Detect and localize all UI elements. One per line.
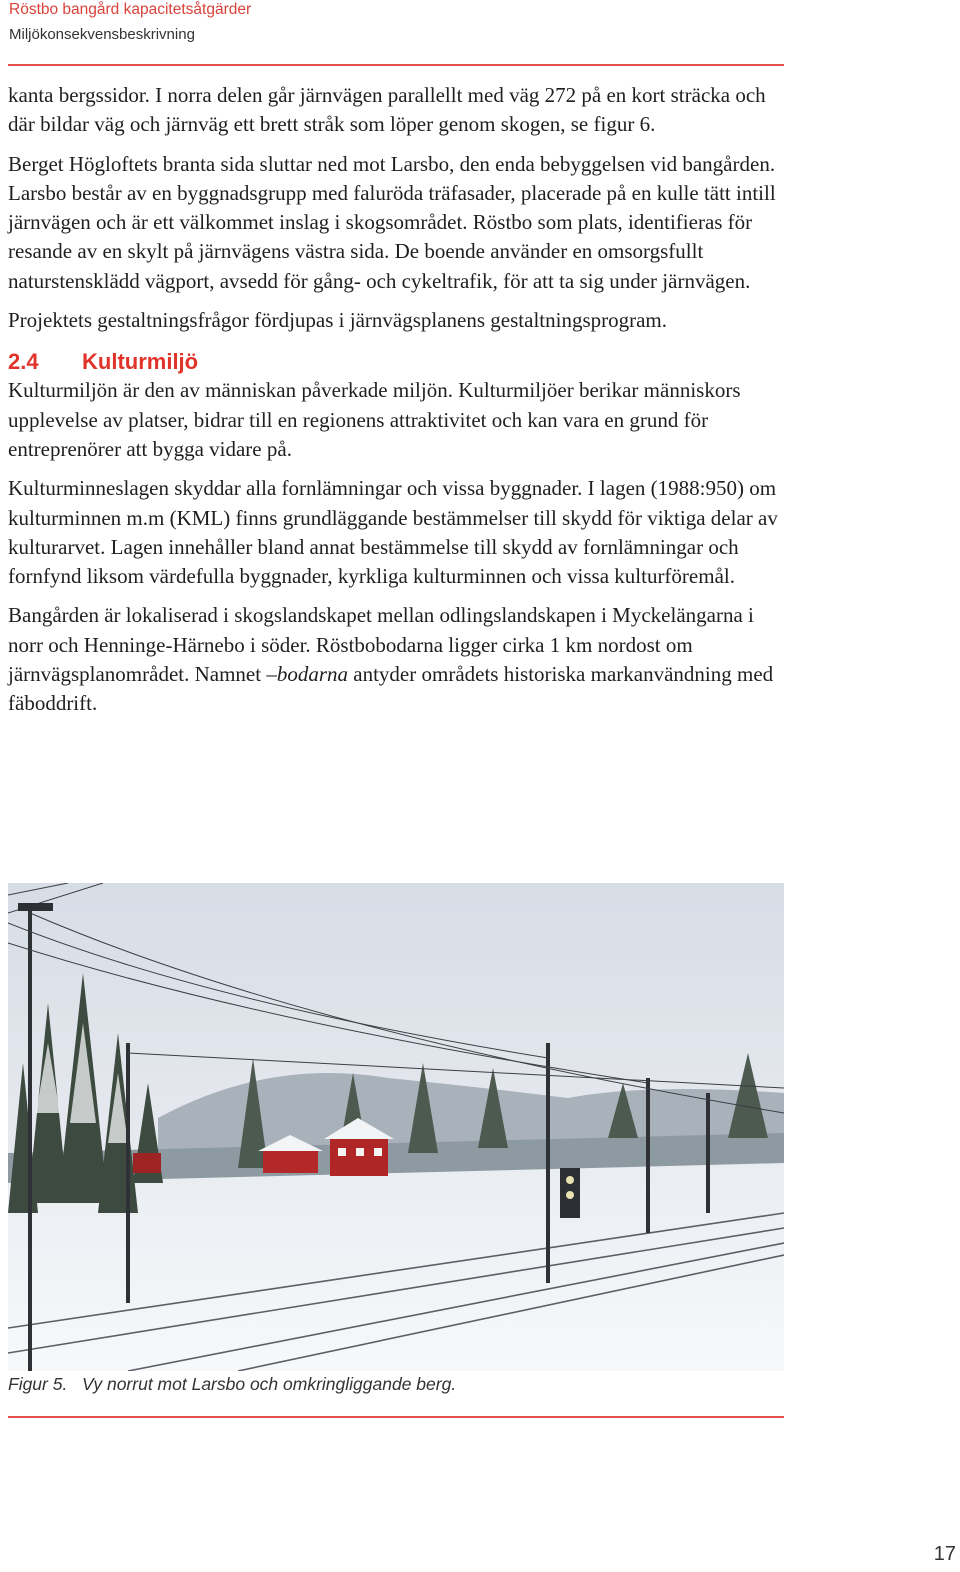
section-title: Kulturmiljö (82, 349, 199, 375)
paragraph: kanta bergssidor. I norra delen går järnvägen parallellt med väg 272 på en kort sträcka och där bildar väg och järnväg ett brett stråk som löper genom skogen, se figur 6. (8, 83, 766, 137)
page-number: 17 (933, 1543, 956, 1565)
figure-photo (8, 883, 784, 1371)
winter-railway-scene (8, 883, 784, 1371)
figure-caption (8, 1374, 456, 1395)
main-text (8, 81, 792, 731)
text-run: antyder områdets historiska markanvändning med fäboddrift. (8, 662, 774, 716)
document-title: Röstbo bangård kapacitetsåtgärder (9, 1, 252, 18)
text-run: Bangården är lokaliserad i skogslandskapet mellan odlingslandskapen i Myckelängarna i norr och Henninge-Härnebo i söder. Röstbobodarna ligger cirka 1 km nordost om järnvägsplanområdet. Namnet – (8, 603, 754, 687)
paragraph: Berget Högloftets branta sida sluttar ned mot Larsbo, den enda bebyggelsen vid bangården. Larsbo består av en byggnadsgrupp med faluröda träfasader, placerade på en kulle tätt intill järnvägen och är ett välkommet inslag i skogsområdet. Röstbo som plats, identifieras för resande av en skylt på järnvägens västra sida. De boende använder en omsorgsfullt naturstensklädd vägport, avsedd för gång- och cykeltrafik, för att ta sig under järnvägen. (8, 151, 776, 293)
figure-label: Figur 5. (8, 1374, 68, 1394)
paragraph: Projektets gestaltningsfrågor fördjupas i järnvägsplanens gestaltningsprogram. (8, 308, 668, 333)
section-heading (8, 347, 792, 376)
signal (560, 1168, 580, 1218)
section-number: 2.4 (8, 349, 39, 375)
mast-crossarm (18, 903, 53, 911)
footer-rule (8, 1416, 784, 1418)
paragraph: Kulturmiljön är den av människan påverkade miljön. Kulturmiljöer berikar människors upplevelse av platser, bidrar till en regionens attraktivitet och kan vara en grund för entreprenörer att bygga vidare på. (8, 378, 741, 461)
paragraph: Kulturminneslagen skyddar alla fornlämningar och vissa byggnader. I lagen (1988:950) om kulturminnen m.m (KML) finns grundläggande bestämmelser till skydd för viktiga delar av kulturarvet. Lagen innehåller bland annat bestämmelse till skydd av fornlämningar och fornfynd liksom värdefulla byggnader, kyrkliga kulturminnen och vissa kulturföremål. (8, 476, 778, 589)
document-subtitle: Miljökonsekvensbeskrivning (9, 26, 195, 43)
paragraph (8, 601, 792, 718)
emphasis: bodarna (276, 662, 349, 687)
figure-caption-text: Vy norrut mot Larsbo och omkringliggande berg. (82, 1374, 457, 1394)
header-rule (8, 64, 784, 66)
